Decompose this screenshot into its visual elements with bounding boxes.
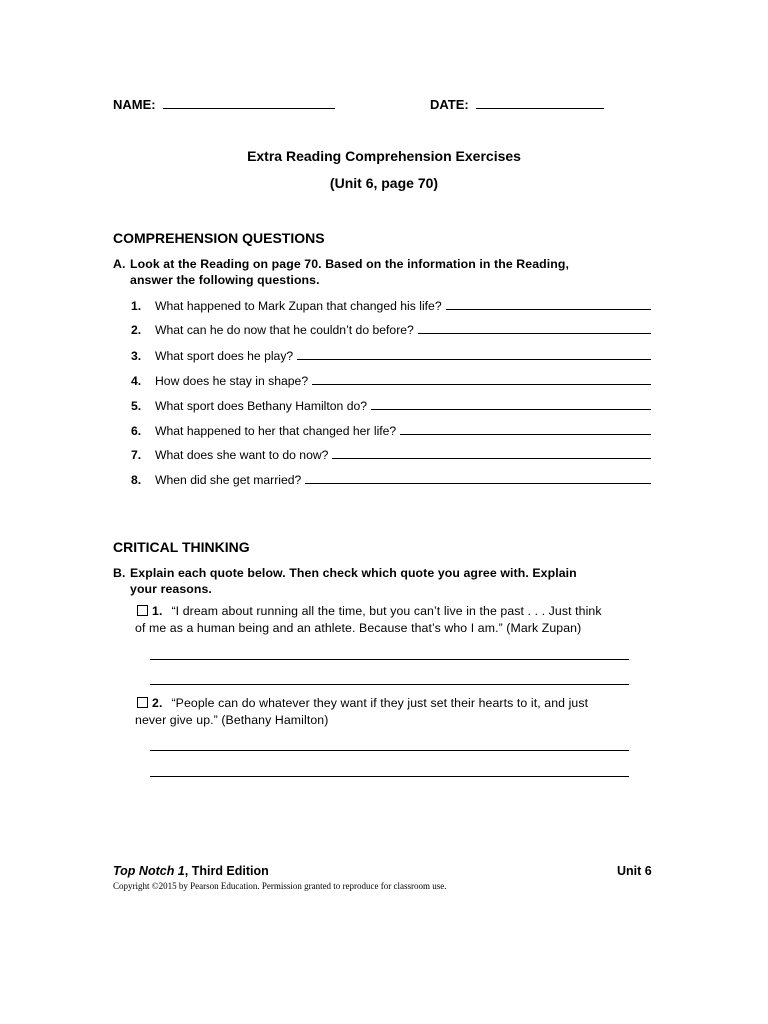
- answer-blank[interactable]: [418, 321, 651, 334]
- question-text: What sport does he play?: [155, 349, 294, 363]
- question-number: 2.: [131, 323, 142, 337]
- quote-text-cont: never give up.” (Bethany Hamilton): [135, 713, 329, 727]
- page-subtitle: (Unit 6, page 70): [329, 175, 439, 191]
- question-item: [131, 446, 651, 462]
- answer-blank[interactable]: [446, 297, 651, 310]
- comprehension-heading: COMPREHENSION QUESTIONS: [113, 230, 325, 246]
- question-text: What sport does Bethany Hamilton do?: [155, 399, 368, 413]
- question-item: [131, 347, 651, 363]
- date-label: DATE:: [430, 97, 469, 112]
- instruction-b-line1: Explain each quote below. Then check which quote you agree with. Explain: [130, 566, 577, 580]
- instruction-a-line1: Look at the Reading on page 70. Based on the information in the Reading,: [130, 257, 569, 271]
- copyright-notice: Copyright ©2015 by Pearson Education. Permission granted to reproduce for classroom use.: [113, 881, 447, 891]
- date-blank[interactable]: [476, 96, 604, 109]
- question-text: What happened to her that changed her life?: [155, 424, 397, 438]
- question-number: 3.: [131, 349, 142, 363]
- answer-line[interactable]: [150, 776, 629, 777]
- question-item: [131, 397, 651, 413]
- question-number: 7.: [131, 448, 142, 462]
- question-number: 5.: [131, 399, 142, 413]
- answer-blank[interactable]: [332, 446, 651, 459]
- quote-number: 2.: [152, 696, 163, 710]
- quote-number: 1.: [152, 604, 163, 618]
- answer-line[interactable]: [150, 750, 629, 751]
- question-item: [131, 372, 651, 388]
- critical-thinking-heading: CRITICAL THINKING: [113, 539, 250, 555]
- instruction-b: [113, 565, 577, 597]
- quote-text: “People can do whatever they want if they just set their hearts to it, and just: [171, 696, 589, 710]
- name-label: NAME:: [113, 97, 156, 112]
- question-text: What happened to Mark Zupan that changed his life?: [155, 299, 442, 313]
- agree-checkbox[interactable]: [137, 605, 148, 616]
- book-edition: , Third Edition: [184, 864, 269, 878]
- question-text: What does she want to do now?: [155, 448, 329, 462]
- agree-checkbox[interactable]: [137, 697, 148, 708]
- instruction-b-letter: B.: [113, 566, 126, 580]
- quote-text-cont: of me as a human being and an athlete. Because that’s who I am.” (Mark Zupan): [135, 621, 582, 635]
- quote-item: [135, 695, 635, 729]
- quote-item: [135, 603, 635, 637]
- answer-blank[interactable]: [400, 422, 651, 435]
- question-item: [131, 321, 651, 337]
- question-item: [131, 471, 651, 487]
- book-title: Top Notch 1: [113, 864, 185, 878]
- question-number: 6.: [131, 424, 142, 438]
- instruction-b-line2: your reasons.: [130, 582, 212, 596]
- answer-blank[interactable]: [312, 372, 651, 385]
- answer-line[interactable]: [150, 659, 629, 660]
- question-text: How does he stay in shape?: [155, 374, 309, 388]
- answer-blank[interactable]: [297, 347, 651, 360]
- instruction-a-line2: answer the following questions.: [130, 273, 320, 287]
- question-text: What can he do now that he couldn’t do before?: [155, 323, 414, 337]
- name-blank[interactable]: [163, 96, 335, 109]
- name-field[interactable]: [113, 96, 335, 112]
- answer-line[interactable]: [150, 684, 629, 685]
- question-item: [131, 422, 651, 438]
- question-number: 1.: [131, 299, 142, 313]
- answer-blank[interactable]: [305, 471, 651, 484]
- instruction-a: [113, 256, 569, 288]
- question-text: When did she get married?: [155, 473, 302, 487]
- footer-unit: Unit 6: [617, 864, 652, 878]
- date-field[interactable]: [430, 96, 604, 112]
- question-number: 4.: [131, 374, 142, 388]
- instruction-a-letter: A.: [113, 257, 126, 271]
- quote-text: “I dream about running all the time, but you can’t live in the past . . . Just think: [171, 604, 602, 618]
- question-item: [131, 297, 651, 313]
- question-number: 8.: [131, 473, 142, 487]
- footer-book-title: [113, 864, 269, 878]
- page-title: Extra Reading Comprehension Exercises: [247, 148, 521, 164]
- answer-blank[interactable]: [371, 397, 651, 410]
